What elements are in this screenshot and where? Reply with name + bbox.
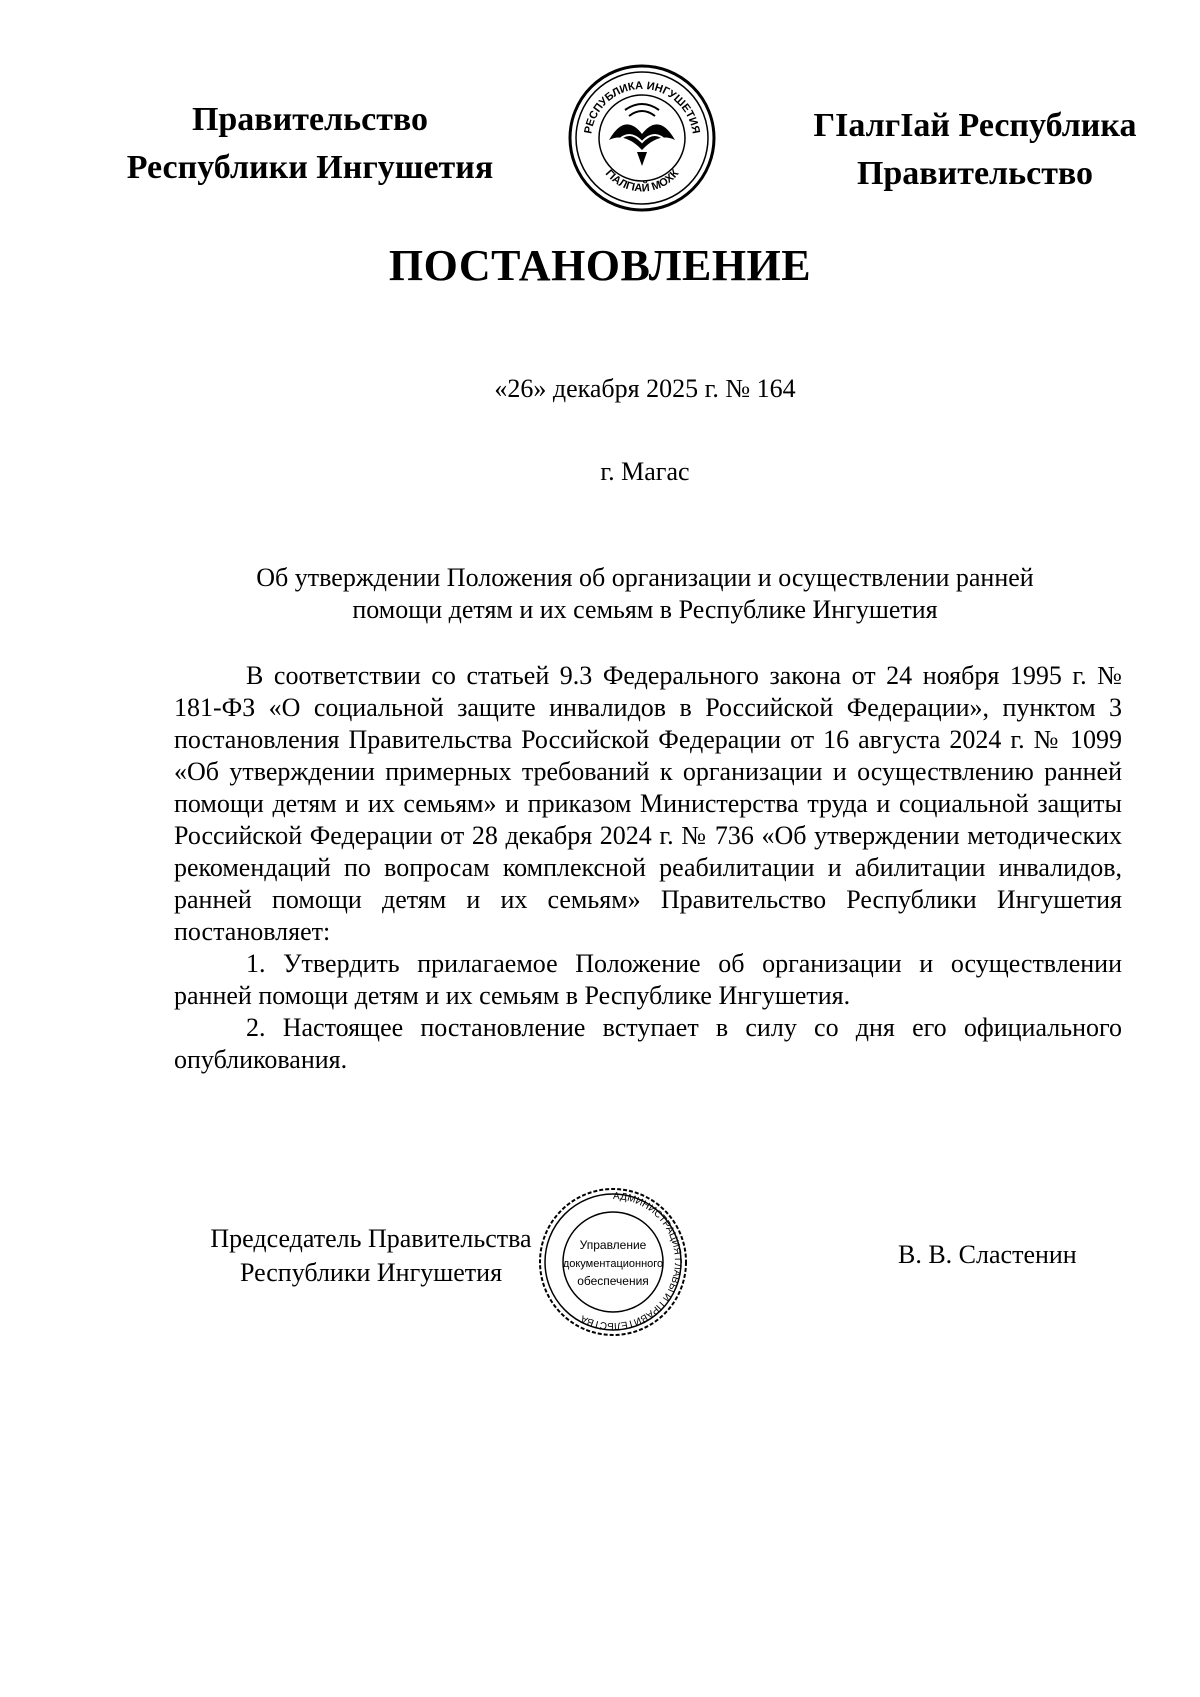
coat-of-arms-icon (567, 62, 717, 214)
emblem-top-text: РЕСПУБЛИКА ИНГУШЕТИЯ (582, 79, 702, 135)
stamp-center-line3: обеспечения (577, 1274, 649, 1288)
header-left-line1: Правительство (191, 101, 429, 138)
header-left-ru (95, 96, 525, 192)
signature-position-line1: Председатель Правительства (210, 1224, 532, 1253)
body-item-2: 2. Настоящее постановление вступает в силу со дня его официального опубликования. (174, 1013, 1122, 1074)
emblem-bottom-text: ГӀАЛГӀАЙ МОХК (602, 167, 682, 195)
subject-line2: помощи детям и их семьям в Республике Ингушетия (352, 595, 938, 624)
signature-position (186, 1222, 556, 1290)
document-body (174, 660, 1122, 1076)
round-stamp-icon (537, 1185, 689, 1339)
header-right-line1: ГӀалгӀай Республика (813, 107, 1137, 144)
subject-line1: Об утверждении Положения об организации и осуществлении ранней (256, 563, 1034, 592)
document-title: ПОСТАНОВЛЕНИЕ (388, 241, 812, 290)
header-right-line2: Правительство (856, 155, 1094, 192)
document-city: г. Магас (600, 457, 690, 486)
stamp-center-line1: Управление (579, 1238, 647, 1252)
document-subject (200, 562, 1090, 626)
signature-name: В. В. Сластенин (898, 1240, 1077, 1269)
body-preamble: В соответствии со статьей 9.3 Федерального закона от 24 ноября 1995 г. № 181-ФЗ «О социальной защите инвалидов в Российской Федерации», пунктом 3 постановления Правительства Российской Федерации от 16 августа 2024 г. № 1099 «Об утверждении примерных требований к организации и осуществлению ранней помощи детям и их семьям» и приказом Министерства труда и социальной защиты Российской Федерации от 28 декабря 2024 г. № 736 «Об утверждении методических рекомендаций по вопросам комплексной реабилитации и абилитации инвалидов, ранней помощи детям и их семьям» Правительство Республики Ингушетия постановляет: (174, 661, 1122, 946)
document-date-number: «26» декабря 2025 г. № 164 (494, 374, 796, 403)
stamp-center-line2: документационного (562, 1258, 664, 1270)
header-right-ing (780, 102, 1170, 198)
stamp-ring-text: АДМИНИСТРАЦИЯ ГЛАВЫ И ПРАВИТЕЛЬСТВА (579, 1190, 683, 1332)
header-left-line2: Республики Ингушетия (126, 149, 494, 186)
body-item-1: 1. Утвердить прилагаемое Положение об организации и осуществлении ранней помощи детям и их семьям в Республике Ингушетия. (174, 949, 1122, 1010)
signature-position-line2: Республики Ингушетия (239, 1258, 503, 1287)
